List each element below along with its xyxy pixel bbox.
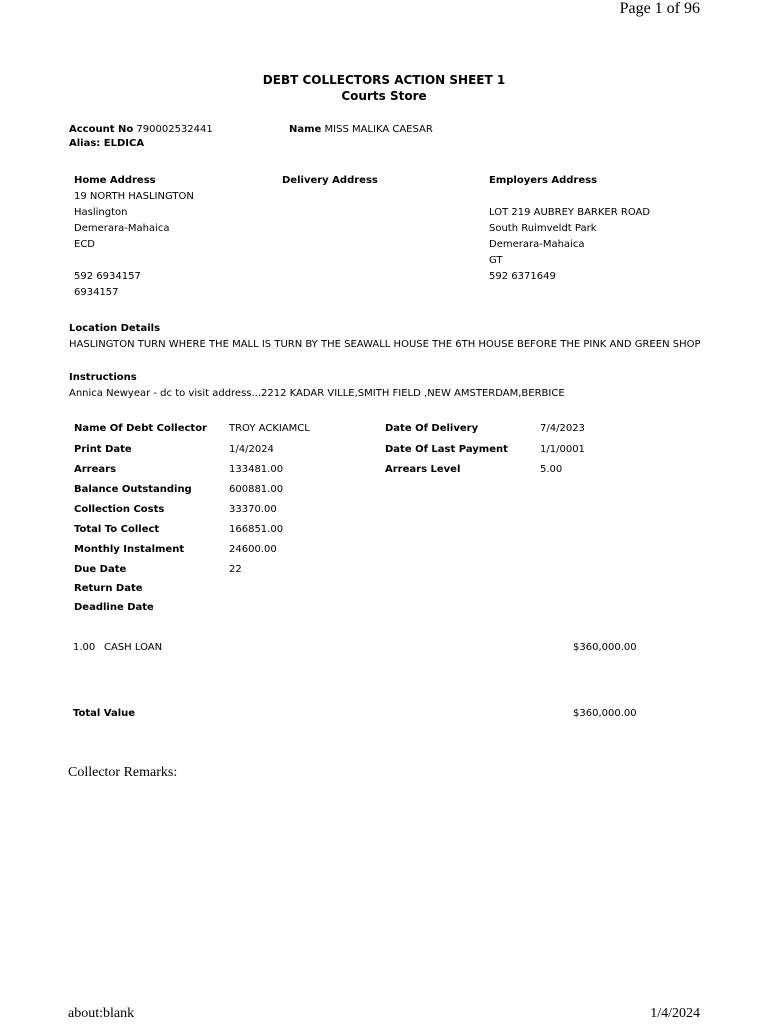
employer-address (489, 173, 650, 285)
item-amount: $360,000.00 (573, 642, 637, 653)
home-address-line (74, 253, 194, 269)
detail-value: 22 (229, 564, 242, 575)
location-label: Location Details (69, 323, 161, 334)
detail-label: Print Date (74, 444, 132, 455)
instructions-label: Instructions (69, 372, 137, 383)
location-text: HASLINGTON TURN WHERE THE MALL IS TURN BY THE SEAWALL HOUSE THE 6TH HOUSE BEFORE THE PINK AND GREEN SHOP (69, 339, 701, 350)
account-value: 790002532441 (136, 124, 213, 135)
detail-label: Arrears Level (385, 464, 461, 475)
detail-label: Balance Outstanding (74, 484, 192, 495)
detail-label: Collection Costs (74, 504, 165, 515)
home-address-line: Demerara-Mahaica (74, 223, 170, 234)
detail-label: Due Date (74, 564, 127, 575)
home-address (74, 173, 194, 301)
employer-address-line (489, 189, 650, 205)
employer-address-line: GT (489, 255, 503, 266)
document-title (0, 72, 768, 104)
employer-address-line: Demerara-Mahaica (489, 239, 585, 250)
total-amount: $360,000.00 (573, 708, 637, 719)
detail-label: Total To Collect (74, 524, 160, 535)
employer-address-label: Employers Address (489, 175, 598, 186)
detail-value: 1/1/0001 (540, 444, 585, 455)
employer-address-line: LOT 219 AUBREY BARKER ROAD (489, 207, 651, 218)
account-label: Account No (69, 124, 134, 135)
detail-value: 33370.00 (229, 504, 277, 515)
detail-label: Monthly Instalment (74, 544, 185, 555)
footer-date: 1/4/2024 (650, 1006, 700, 1021)
home-address-lines (74, 189, 194, 301)
home-address-label: Home Address (74, 175, 156, 186)
employer-address-line: 592 6371649 (489, 271, 556, 282)
title-line: DEBT COLLECTORS ACTION SHEET 1 (262, 73, 506, 87)
customer-name (289, 122, 433, 138)
employer-address-line: South Ruimveldt Park (489, 223, 597, 234)
collector-remarks-label: Collector Remarks: (68, 765, 178, 780)
detail-value: 133481.00 (229, 464, 284, 475)
detail-label: Return Date (74, 583, 143, 594)
instructions-text: Annica Newyear - dc to visit address...2212 KADAR VILLE,SMITH FIELD ,NEW AMSTERDAM,BERBICE (69, 388, 565, 399)
name-value: MISS MALIKA CAESAR (324, 124, 433, 135)
location-details (69, 321, 701, 353)
home-address-line: ECD (74, 239, 96, 250)
item-description: CASH LOAN (104, 642, 163, 653)
delivery-address-label: Delivery Address (282, 175, 378, 186)
instructions (69, 370, 565, 402)
subtitle-line: Courts Store (341, 89, 427, 103)
item-qty: 1.00 (73, 642, 96, 653)
detail-value: 5.00 (540, 464, 563, 475)
detail-label: Name Of Debt Collector (74, 423, 207, 434)
footer-url: about:blank (68, 1006, 135, 1021)
page-number: Page 1 of 96 (619, 0, 700, 17)
detail-value: TROY ACKIAMCL (229, 423, 310, 434)
detail-label: Date Of Last Payment (385, 444, 508, 455)
home-address-line: 592 6934157 (74, 271, 141, 282)
employer-address-lines (489, 189, 650, 285)
detail-value: 1/4/2024 (229, 444, 274, 455)
alias-label: Alias: (69, 138, 101, 149)
total-label: Total Value (73, 708, 136, 719)
detail-label: Deadline Date (74, 602, 154, 613)
detail-label: Date Of Delivery (385, 423, 479, 434)
home-address-line: Haslington (74, 207, 128, 218)
detail-label: Arrears (74, 464, 117, 475)
alias (69, 136, 144, 152)
alias-value: ELDICA (103, 138, 145, 149)
home-address-line: 6934157 (74, 287, 119, 298)
detail-value: 7/4/2023 (540, 423, 585, 434)
name-label: Name (289, 124, 322, 135)
detail-value: 600881.00 (229, 484, 284, 495)
detail-value: 166851.00 (229, 524, 284, 535)
delivery-address (282, 173, 378, 189)
home-address-line: 19 NORTH HASLINGTON (74, 191, 194, 202)
detail-value: 24600.00 (229, 544, 277, 555)
